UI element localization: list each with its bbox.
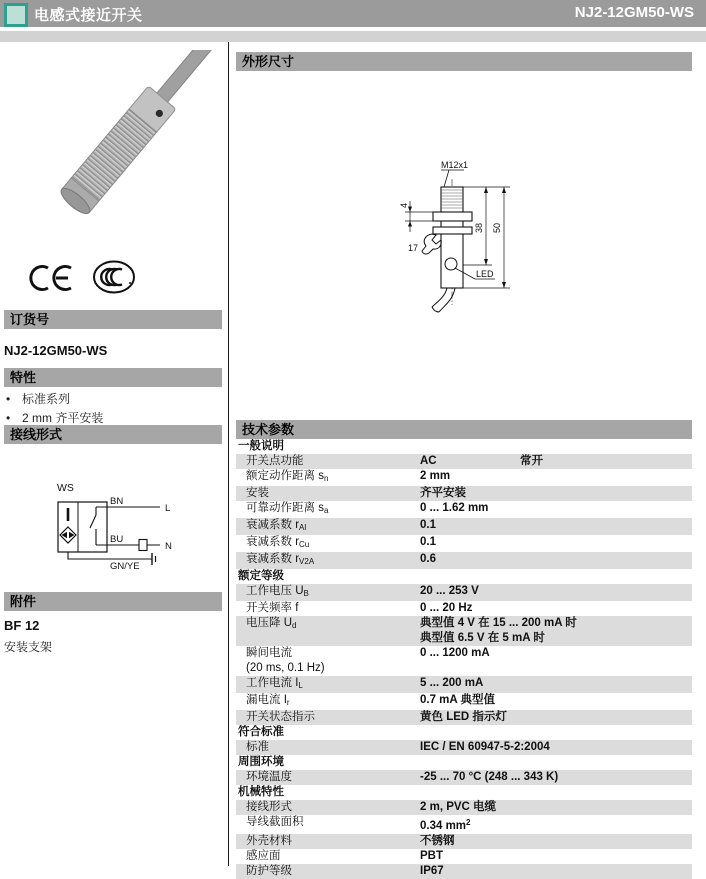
param-label: 标准 [246,741,269,753]
param-label: 防护等级 [246,865,292,877]
param-value: PBT [420,850,443,862]
svg-text:BN: BN [110,496,124,507]
brand-square-icon [4,3,28,27]
svg-text:17: 17 [408,243,419,253]
param-label: 感应面 [246,850,281,862]
param-row [236,601,692,616]
param-row [236,454,692,469]
feature-list [6,390,103,428]
param-label: 环境温度 [246,771,292,783]
param-value: 黄色 LED 指示灯 [420,711,507,723]
wiring-diagram [40,470,220,570]
param-value: IEC / EN 60947-5-2:2004 [420,741,550,753]
param-label: 导线截面积 [246,816,304,828]
param-label: 工作电流 $I_L$ [246,677,303,690]
param-row [236,815,692,834]
param-row [236,552,692,569]
table-section-heading: 一般说明 [236,439,692,454]
svg-text:GN/YE: GN/YE [110,561,140,570]
param-row [236,584,692,601]
param-value: 2 mm [420,470,451,482]
param-label: 衰减系数 $r_{Cu}$ [246,536,310,549]
param-value: 0.1 [420,519,436,531]
param-label: 额定动作距离 $s_n$ [246,470,329,483]
param-value: 20 ... 253 V [420,585,479,597]
feature-item: • 标准系列 [6,390,103,409]
param-value: 0 ... 1200 mA [420,647,490,659]
table-section-heading: 符合标准 [236,725,692,740]
wrench-icon [422,234,441,254]
param-label: 衰减系数 $r_{Al}$ [246,519,307,532]
param-row [236,693,692,710]
param-label: 接线形式 [246,801,292,813]
product-photo [12,50,216,262]
section-heading-dimensions: 外形尺寸 [236,52,692,71]
svg-text:LED: LED [476,269,494,279]
svg-text:50: 50 [492,222,502,233]
table-section-heading: 周围环境 [236,755,692,770]
param-row [236,849,692,864]
svg-text:38: 38 [474,222,484,233]
table-section-heading: 机械特性 [236,785,692,800]
bullet-icon: • [6,392,11,406]
param-row [236,740,692,755]
bullet-icon: • [6,411,11,425]
ce-mark-icon [28,262,74,296]
header-model-number: NJ2-12GM50-WS [574,4,694,21]
param-value: 典型值 4 V 在 15 ... 200 mA 时 典型值 6.5 V 在 5 mA 时 [420,617,577,644]
param-row [236,800,692,815]
param-label: 工作电压 $U_B$ [246,585,309,598]
header-divider-strip [0,31,706,42]
param-value: 0 ... 1.62 mm [420,502,489,514]
section-heading-order-number: 订货号 [4,310,222,329]
section-heading-features: 特性 [4,368,222,387]
param-label: 开关状态指示 [246,711,315,723]
svg-text:M12x1: M12x1 [441,160,469,170]
svg-text:BU: BU [110,534,124,545]
accessory-model: BF 12 [4,618,40,633]
param-label: 开关点功能 [246,455,304,467]
param-label: 衰减系数 $r_{V2A}$ [246,553,315,566]
svg-text:4: 4 [399,202,409,208]
svg-text:L: L [165,503,171,514]
column-divider [228,42,229,866]
svg-text:N: N [165,541,172,552]
ccc-mark-icon [92,257,138,297]
param-label: 开关频率 f [246,602,299,614]
section-heading-technical-data: 技术参数 [236,420,692,439]
section-heading-connection: 接线形式 [4,425,222,444]
param-value: 0.6 [420,553,436,565]
technical-data [236,420,692,879]
param-value: 齐平安装 [420,487,466,499]
param-row [236,864,692,879]
table-section-heading: 额定等级 [236,569,692,584]
param-label: 瞬间电流 (20 ms, 0.1 Hz) [246,647,325,674]
param-label: 电压降 $U_d$ [246,617,297,630]
param-row [236,616,692,646]
param-value: 0.34 $mm^2$ [420,818,471,832]
param-value: -25 ... 70 °C (248 ... 343 K) [420,771,559,783]
param-value: AC 常开 [420,455,543,467]
load-symbol [139,540,147,551]
param-value: 0.1 [420,536,436,548]
page-header-bar [0,0,706,27]
param-row [236,469,692,486]
order-number-value: NJ2-12GM50-WS [4,343,108,358]
param-row [236,834,692,849]
param-label: 安装 [246,487,269,499]
param-row [236,486,692,501]
accessory-description: 安装支架 [4,640,53,654]
param-row [236,535,692,552]
param-value: 2 m, PVC 电缆 [420,801,497,813]
feature-item: • 2 mm 齐平安装 [6,409,103,428]
param-value: 不锈钢 [420,835,455,847]
param-label: 可靠动作距离 $s_a$ [246,502,329,515]
param-row [236,676,692,693]
tech-table [236,439,692,879]
svg-text:WS: WS [57,482,74,494]
param-value: 0.7 mA 典型值 [420,694,495,706]
param-label: 外壳材料 [246,835,292,847]
param-label: 漏电流 $I_r$ [246,694,290,707]
dimension-drawing [385,155,530,320]
switch-contact [90,515,96,528]
param-value: 5 ... 200 mA [420,677,484,689]
section-heading-accessories: 附件 [4,592,222,611]
param-row [236,710,692,725]
param-row [236,518,692,535]
param-row [236,770,692,785]
param-row [236,646,692,676]
param-value: IP67 [420,865,444,877]
page-title: 电感式接近开关 [34,7,143,24]
param-value: 0 ... 20 Hz [420,602,473,614]
param-row [236,501,692,518]
